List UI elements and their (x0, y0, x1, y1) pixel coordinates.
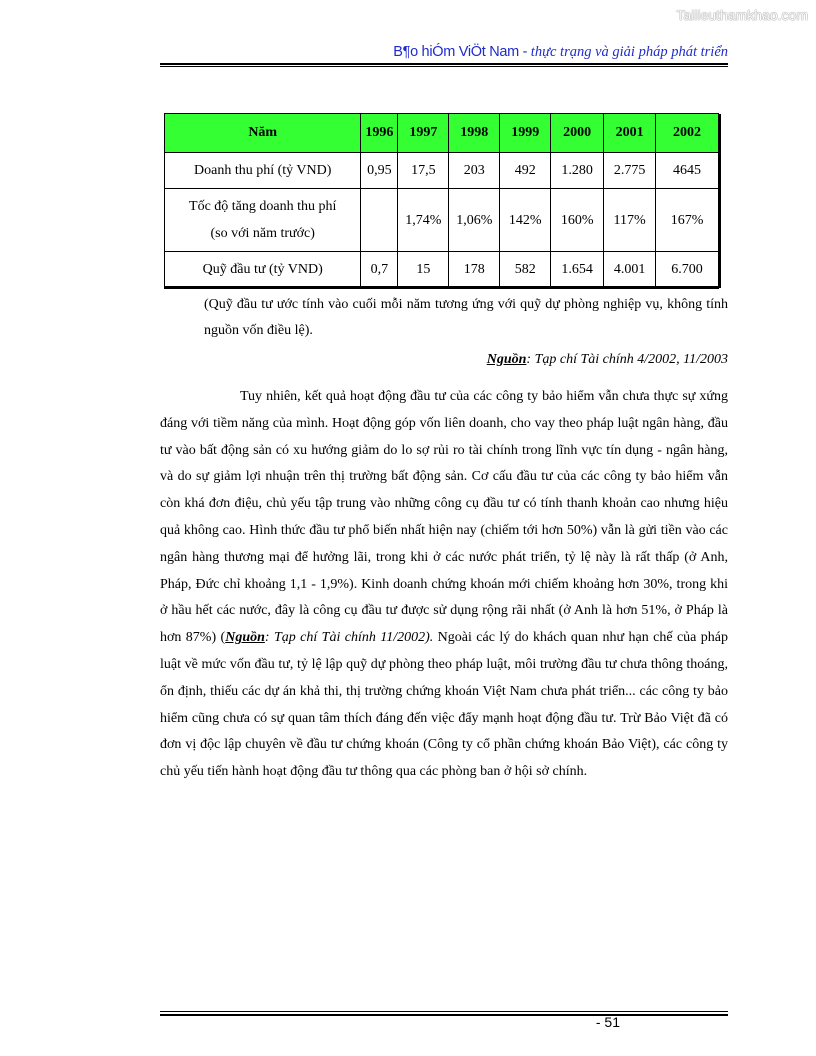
page-header (160, 44, 728, 65)
table-header-row (165, 114, 719, 153)
table-cell: 160% (551, 189, 604, 252)
watermark: Tailieuthamkhao.com (676, 7, 808, 23)
header-rule (160, 66, 728, 67)
row-label-line: (so với năm trước) (210, 226, 315, 241)
table-cell: 4645 (656, 153, 719, 189)
row-label: Doanh thu phí (tỷ VND) (165, 153, 361, 189)
table-shadow (165, 286, 721, 288)
table-source (160, 352, 728, 368)
insurance-data-table (164, 113, 719, 289)
table-cell: 4.001 (604, 252, 656, 289)
table-cell: 117% (604, 189, 656, 252)
table-cell: 203 (449, 153, 500, 189)
row-label (165, 189, 361, 252)
table-cell: 167% (656, 189, 719, 252)
footer-rule (160, 1014, 728, 1016)
table-cell: 1.654 (551, 252, 604, 289)
table-cell: 15 (398, 252, 449, 289)
table-cell: 582 (500, 252, 551, 289)
table-header-cell: 1997 (398, 114, 449, 153)
row-label: Quỹ đầu tư (tỷ VND) (165, 252, 361, 289)
table-cell: 17,5 (398, 153, 449, 189)
table-header-cell: 1996 (361, 114, 398, 153)
table-cell: 142% (500, 189, 551, 252)
table-header-cell: 2002 (656, 114, 719, 153)
table-row (165, 153, 719, 189)
table-header-cell: 2000 (551, 114, 604, 153)
table-cell: 1,06% (449, 189, 500, 252)
paragraph-text: Tuy nhiên, kết quả hoạt động đầu tư của các công ty bảo hiểm vẫn chưa thực sự xứng đáng với tiềm năng của mình. Hoạt động góp vốn liên doanh, cho vay theo pháp luật ngân hàng, đầu tư vào bất động sản có xu hướng giảm do lo sợ rủi ro tài chính trong lĩnh vực tín dụng - ngân hàng, và do sự giảm lợi nhuận trên thị trường bất động sản. Cơ cấu đầu tư của các công ty bảo hiểm vẫn còn khá đơn điệu, chủ yếu tập trung vào những công cụ đầu tư có tính thanh khoản cao nhưng hiệu quả không cao. Hình thức đầu tư phổ biến nhất hiện nay (chiếm tới hơn 50%) vẫn là gửi tiền vào các ngân hàng thương mại để hưởng lãi, trong khi ở các nước phát triển, tỷ lệ này là rất thấp (ở Anh, Pháp, Đức chỉ khoảng 1,1 - 1,9%). Kinh doanh chứng khoán mới chiếm khoảng hơn 30%, trong khi ở hầu hết các nước, đây là công cụ đầu tư được sử dụng rộng rãi nhất (ở Anh là hơn 51%, ở Pháp là hơn 87%) ( (160, 389, 728, 646)
paragraph-text: Ngoài các lý do khách quan như hạn chế của pháp luật về mức vốn đầu tư, tỷ lệ lập quỹ dự phòng theo pháp luật, môi trường đầu tư chưa thông thoáng, ổn định, thiếu các dự án khả thi, thị trường chứng khoán Việt Nam chưa phát triển... các công ty bảo hiểm cũng chưa có sự quan tâm thích đáng đến việc đẩy mạnh hoạt động đầu tư. Trừ Bảo Việt đã có đơn vị độc lập chuyên về đầu tư chứng khoán (Công ty cổ phần chứng khoán Bảo Việt), các công ty chủ yếu tiến hành hoạt động đầu tư thông qua các phòng ban ở hội sở chính. (160, 630, 728, 780)
inline-source-label: Nguồn (225, 630, 265, 646)
table-header-cell: 1998 (449, 114, 500, 153)
table-header-cell: Năm (165, 114, 361, 153)
table-row (165, 252, 719, 289)
table-cell: 1.280 (551, 153, 604, 189)
table-cell: 1,74% (398, 189, 449, 252)
header-subtitle: thực trạng và giải pháp phát triển (527, 44, 728, 60)
inline-source-text: : Tạp chí Tài chính 11/2002). (264, 630, 434, 646)
table-cell: 492 (500, 153, 551, 189)
row-label-line: Tốc độ tăng doanh thu phí (189, 199, 337, 214)
table-header-cell: 2001 (604, 114, 656, 153)
table-cell: 6.700 (656, 252, 719, 289)
source-label: Nguồn (486, 352, 527, 367)
table-cell: 0,7 (361, 252, 398, 289)
footer-rule (160, 1011, 728, 1012)
table-cell (361, 189, 398, 252)
page-number: - 51 (595, 1014, 620, 1030)
table-cell: 178 (449, 252, 500, 289)
table-cell: 0,95 (361, 153, 398, 189)
source-text: : Tạp chí Tài chính 4/2002, 11/2003 (526, 352, 728, 367)
table-cell: 2.775 (604, 153, 656, 189)
header-title: B¶o hiÓm ViÖt Nam - (393, 44, 528, 60)
table-shadow (719, 114, 721, 287)
table-note: (Quỹ đầu tư ước tính vào cuối mỗi năm tương ứng với quỹ dự phòng nghiệp vụ, không tính nguồn vốn điều lệ). (204, 297, 728, 338)
table-row (165, 189, 719, 252)
body-paragraph (160, 384, 728, 786)
table-header-cell: 1999 (500, 114, 551, 153)
